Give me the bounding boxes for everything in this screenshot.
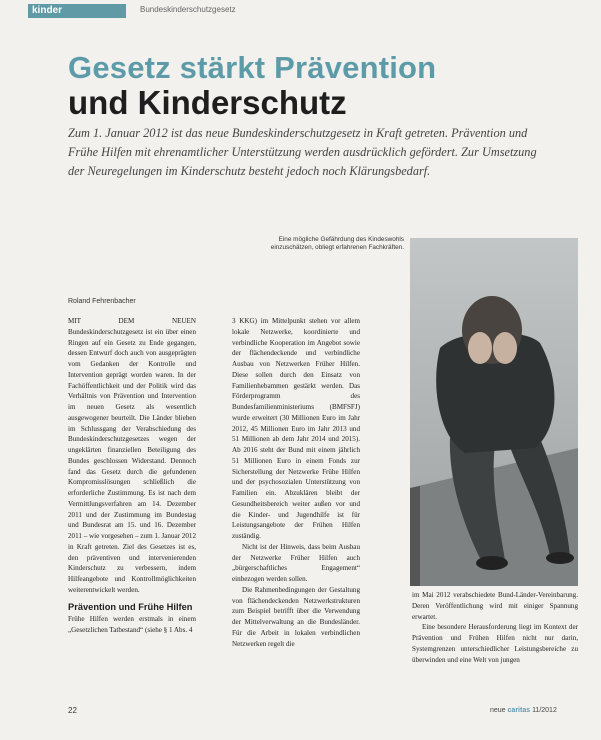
magazine-brand: caritas	[507, 707, 531, 714]
body-column-2	[232, 316, 360, 649]
body-paragraph: Nicht ist der Hinweis, dass beim Ausbau der Netzwerke Früher Hilfen auch „bürgerschaftliches Engagement“ einbezogen werden sollen.	[232, 542, 360, 583]
body-paragraph: Eine besondere Herausforderung liegt im Kontext der Prävention und Frühen Hilfen nicht nur darin, Systemgrenzen unterschiedlicher Leistungsbereiche zu überwinden und eine Welt von jungen	[412, 623, 578, 664]
body-column-1	[68, 316, 196, 636]
child-photo-illustration	[410, 238, 578, 586]
magazine-prefix: neue	[490, 707, 506, 714]
headline-line-2: und Kinderschutz	[68, 84, 347, 121]
headline-line-1: Gesetz stärkt Prävention	[68, 50, 437, 85]
body-paragraph: im Mai 2012 verabschiedete Bund-Länder-Vereinbarung. Deren Veröffentlichung wird mit einiger Spannung erwartet.	[412, 591, 578, 621]
page-number: 22	[68, 706, 77, 715]
body-paragraph: Frühe Hilfen werden erstmals in einem „Gesetzlichen Tatbestand“ (siehe § 1 Abs. 4	[68, 615, 196, 634]
section-label: Bundeskinderschutzgesetz	[140, 5, 236, 14]
body-column-3	[412, 590, 578, 665]
body-paragraph: Die Rahmenbedingungen der Gestaltung von flächendeckenden Netzwerkstrukturen zum Beispiel betrifft über die Verwendung der Mittelverwaltung an die Bundesländer. Für die Arbeit in lokalen verbindlichen Netzwerken regelt die	[232, 585, 360, 648]
author-byline: Roland Fehrenbacher	[68, 298, 136, 305]
magazine-footer	[490, 707, 557, 714]
lead-paragraph: Zum 1. Januar 2012 ist das neue Bundeskinderschutzgesetz in Kraft getreten. Prävention und Frühe Hilfen mit ehrenamtlicher Unterstützung werden ausdrücklich gefördert. Zur Umsetzung der Neuregelungen im Kinderschutz besteht jedoch noch Klärungsbedarf.	[68, 126, 537, 178]
body-paragraph: 3 KKG) im Mittelpunkt stehen vor allem lokale Netzwerke, koordinierte und verbindliche Kooperation im Angebot sowie der flächendeckende und verbindliche Ausbau von Netzwerken Früher Hilfen. Diese sollen durch den Einsatz von Familienhebammen gestärkt werden. Das Förderprogramm des Bundesfamilienministeriums (BMFSFJ) wurde erweitert (30 Millionen Euro im Jahr 2012, 45 Millionen Euro im Jahr 2013 und 51 Millionen ab dem Jahr 2014 und 2015). Ab 2016 steht der Bund mit einem jährlich 51 Millionen Euro in einem Fonds zur Sicherstellung der Netzwerke Frühe Hilfen und der psychosozialen Unterstützung von Familien ein. Abzuklären bleibt der Gesundheitsbereich weiter außen vor und die Kinder- und Jugendhilfe ist für Leistungsangebote der Frühen Hilfen zuständig.	[232, 317, 360, 540]
subheading: Prävention und Frühe Hilfen	[68, 601, 193, 612]
body-paragraph: MIT DEM NEUEN Bundeskinderschutzgesetz ist ein über einen Ringen auf ein Gesetz zu Ende gegangen, dessen Entwurf doch auch von ausgeprägten vom Gedanken der Kontrolle und Intervention geprägt worden waren. In der Fachöffentlichkeit und der Politik wird das Verhältnis von Prävention und Intervention im neuen Gesetz als wesentlich ausgewogener beurteilt. Die Länder blieben im Schlussgang der Verabschiedung des Bundeskinderschutzgesetzes wegen der ungeklärten finanziellen Beteiligung des Bundes geschlossen Widerstand. Dennoch fand das Gesetz durch die gefundenen Kompromisslösungen schließlich die erforderliche Zustimmung. Es ist nach dem Vermittlungsverfahren am 14. Dezember 2011 und der Zustimmung im Bundestag und Bundesrat am 15. und 16. Dezember 2011 – wie vorgesehen – zum 1. Januar 2012 in Kraft getreten. Ziel des Gesetzes ist es, den präventiven und intervenierenden Kinderschutz zu verbessern, indem Hilfeangebote und Kontrollmöglichkeiten weiterentwickelt werden.	[68, 317, 196, 594]
running-header	[0, 0, 601, 22]
photo-caption: Eine mögliche Gefährdung des Kindeswohls einzuschätzen, obliegt erfahrenen Fachkräften.	[270, 236, 404, 252]
magazine-issue: 11/2012	[532, 707, 557, 714]
article-photo	[410, 238, 578, 586]
section-tag: kinder	[28, 4, 126, 18]
